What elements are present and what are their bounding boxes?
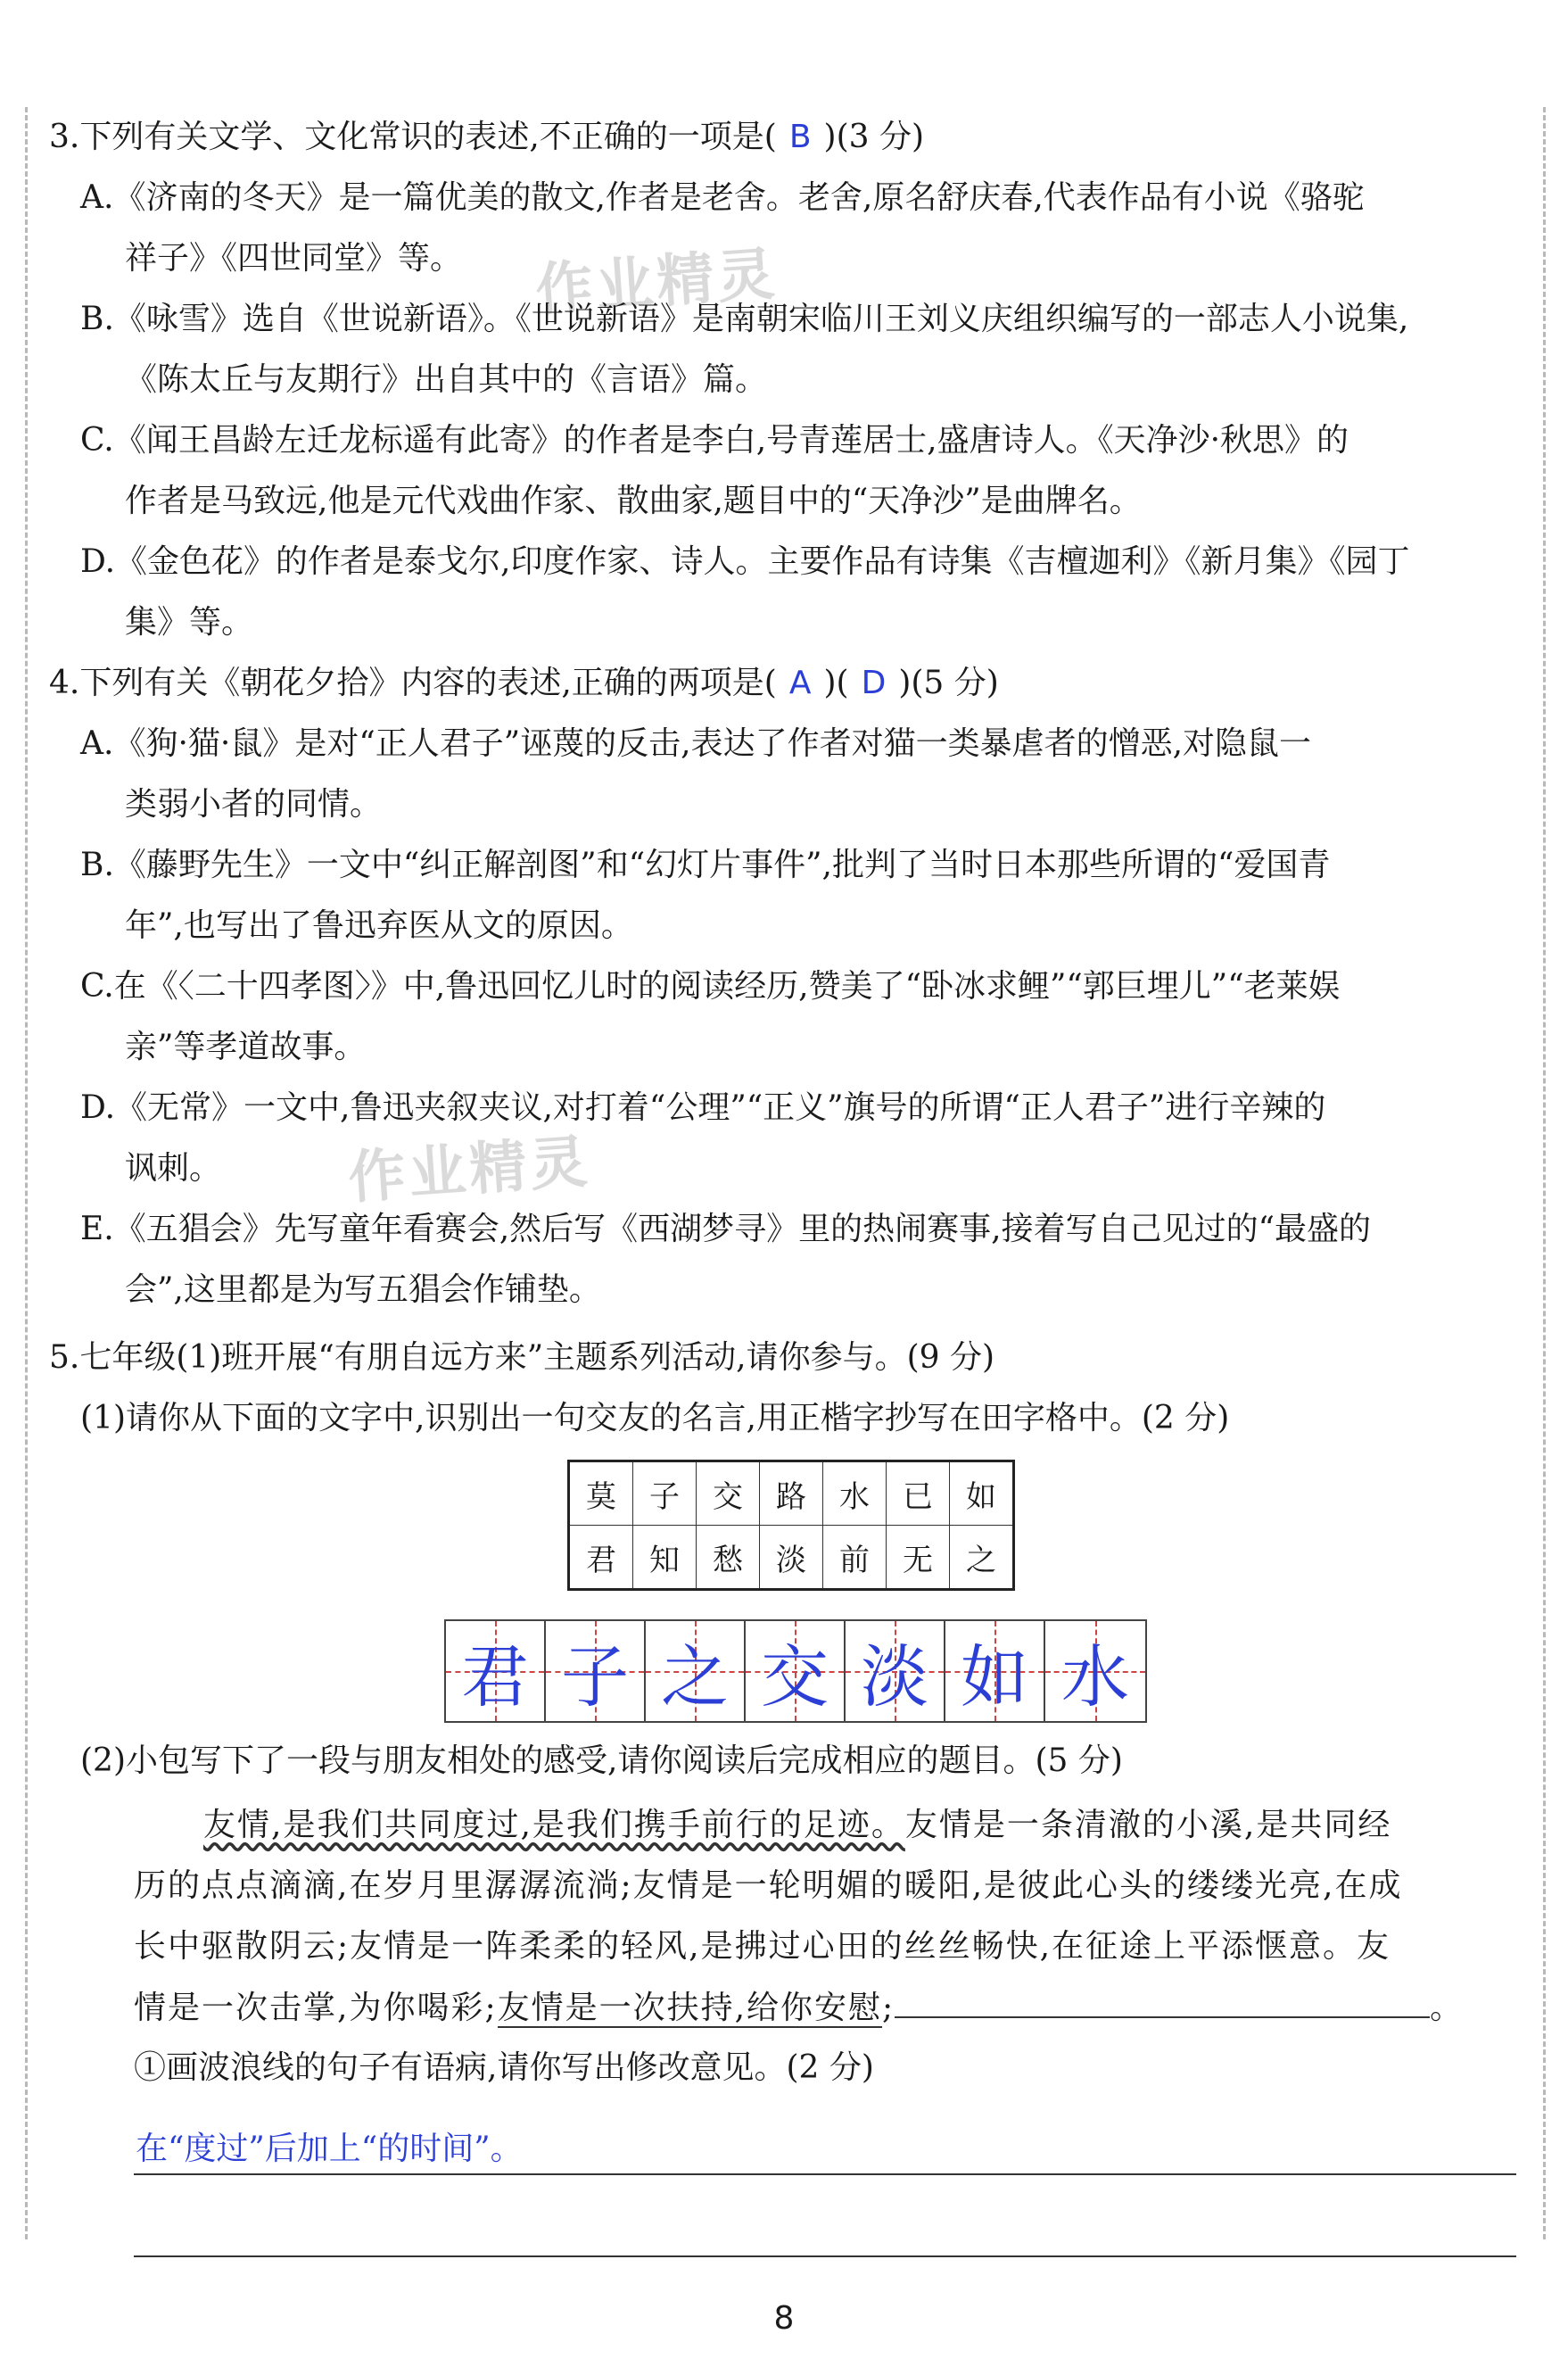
handwritten-char: 淡 [861,1636,928,1717]
underlined-sentence: 友情是一次扶持,给你安慰 [497,1990,883,2026]
grid-cell: 君 [569,1526,633,1590]
q3-answer: B [788,119,812,155]
handwritten-char: 如 [961,1636,1028,1717]
grid-cell: 无 [887,1526,950,1590]
q4-answer-2: D [861,665,887,701]
grid-cell: 愁 [697,1526,760,1590]
q3-option-c: C.《闻王昌龄左迁龙标遥有此寄》的作者是李白,号青莲居士,盛唐诗人。《天净沙·秋思》的 [80,422,1349,459]
watermark: 作业精灵 [533,241,780,325]
page-number: 8 [773,2300,795,2337]
grid-cell: 水 [823,1461,887,1526]
passage-line-2: 历的点点滴滴,在岁月里潺潺流淌;友情是一轮明媚的暖阳,是彼此心头的缕缕光亮,在成 [134,1867,1403,1904]
q3-option-d-cont: 集》等。 [125,604,254,641]
q4-option-e-cont: 会”,这里都是为写五猖会作铺垫。 [125,1271,601,1308]
q3-option-b: B.《咏雪》选自《世说新语》。《世说新语》是南朝宋临川王刘义庆组织编写的一部志人小说集, [80,301,1409,337]
passage-line-1: 友情,是我们共同度过,是我们携手前行的足迹。友情是一条清澈的小溪,是共同经 [203,1807,1392,1843]
q5-sub1: (1)请你从下面的文字中,识别出一句交友的名言,用正楷字抄写在田字格中。(2 分) [80,1400,1230,1436]
q5-sub2-1-answer: 在“度过”后加上“的时间”。 [136,2131,523,2167]
grid-cell: 交 [697,1461,760,1526]
tianzige-cell[interactable] [1045,1621,1145,1721]
right-dashed-border [1543,107,1546,2239]
q5-sub2: (2)小包写下了一段与朋友相处的感受,请你阅读后完成相应的题目。(5 分) [80,1742,1123,1779]
grid-cell: 前 [823,1526,887,1590]
watermark: 作业精灵 [346,1129,593,1212]
grid-cell: 如 [950,1461,1014,1526]
q4-option-a-cont: 类弱小者的同情。 [125,786,383,823]
handwritten-char: 子 [561,1636,629,1717]
tianzige-cell[interactable] [446,1621,546,1721]
q4-option-b-cont: 年”,也写出了鲁迅弃医从文的原因。 [125,907,633,944]
passage-line-3: 长中驱散阴云;友情是一阵柔柔的轻风,是拂过心田的丝丝畅快,在征途上平添惬意。友 [134,1928,1391,1965]
grid-cell: 淡 [760,1526,823,1590]
q3-option-a: A.《济南的冬天》是一篇优美的散文,作者是老舍。老舍,原名舒庆春,代表作品有小说《骆驼 [80,179,1365,216]
q4-option-c: C.在《〈二十四孝图〉》中,鲁迅回忆儿时的阅读经历,赞美了“卧冰求鲤”“郭巨埋儿”“老莱娱 [80,968,1341,1005]
answer-line[interactable] [134,2255,1516,2257]
passage-line-4: 情是一次击掌,为你喝彩;友情是一次扶持,给你安慰; 。 [134,1984,1464,2032]
q4-option-c-cont: 亲”等孝道故事。 [125,1029,367,1065]
tianzige-cell[interactable] [546,1621,646,1721]
tianzige-cell[interactable] [846,1621,945,1721]
q3-option-a-cont: 祥子》《四世同堂》等。 [125,240,463,277]
q3-option-c-cont: 作者是马致远,他是元代戏曲作家、散曲家,题目中的“天净沙”是曲牌名。 [125,483,1142,519]
handwritten-char: 君 [461,1636,529,1717]
handwritten-char: 交 [761,1636,829,1717]
tianzige-answer-grid[interactable] [444,1619,1147,1723]
q5-stem: 5.七年级(1)班开展“有朋自远方来”主题系列活动,请你参与。(9 分) [49,1339,995,1376]
character-grid [567,1460,1015,1591]
tianzige-cell[interactable] [746,1621,846,1721]
grid-cell: 已 [887,1461,950,1526]
wavy-underlined-sentence: 友情,是我们共同度过,是我们携手前行的足迹。 [203,1807,905,1843]
q3-option-b-cont: 《陈太丘与友期行》出自其中的《言语》篇。 [125,361,768,398]
q4-option-b: B.《藤野先生》一文中“纠正解剖图”和“幻灯片事件”,批判了当时日本那些所谓的“爱国青 [80,847,1331,883]
q4-answer-1: A [788,665,812,701]
q4-stem: 4.下列有关《朝花夕拾》内容的表述,正确的两项是( A )( D )(5 分) [49,665,999,701]
q4-option-d: D.《无常》一文中,鲁迅夹叙夹议,对打着“公理”“正义”旗号的所谓“正人君子”进行辛辣的 [80,1089,1326,1126]
grid-cell: 莫 [569,1461,633,1526]
left-dashed-border [25,107,28,2239]
handwritten-char: 水 [1061,1636,1129,1717]
q3-option-d: D.《金色花》的作者是泰戈尔,印度作家、诗人。主要作品有诗集《吉檀迦利》《新月集》《园丁 [80,543,1410,580]
tianzige-cell[interactable] [945,1621,1045,1721]
q5-sub2-1: ①画波浪线的句子有语病,请你写出修改意见。(2 分) [134,2049,874,2086]
q3-stem: 3.下列有关文学、文化常识的表述,不正确的一项是( B )(3 分) [49,119,925,155]
grid-cell: 知 [633,1526,697,1590]
fill-in-blank[interactable] [895,1984,1430,2018]
grid-cell: 之 [950,1526,1014,1590]
handwritten-char: 之 [661,1636,729,1717]
grid-cell: 子 [633,1461,697,1526]
tianzige-cell[interactable] [646,1621,746,1721]
q4-option-e: E.《五猖会》先写童年看赛会,然后写《西湖梦寻》里的热闹赛事,接着写自己见过的“最盛的 [80,1211,1372,1247]
q4-option-d-cont: 讽刺。 [125,1150,222,1187]
answer-line[interactable] [134,2173,1516,2175]
grid-cell: 路 [760,1461,823,1526]
q4-option-a: A.《狗·猫·鼠》是对“正人君子”诬蔑的反击,表达了作者对猫一类暴虐者的憎恶,对隐鼠一 [80,725,1312,762]
